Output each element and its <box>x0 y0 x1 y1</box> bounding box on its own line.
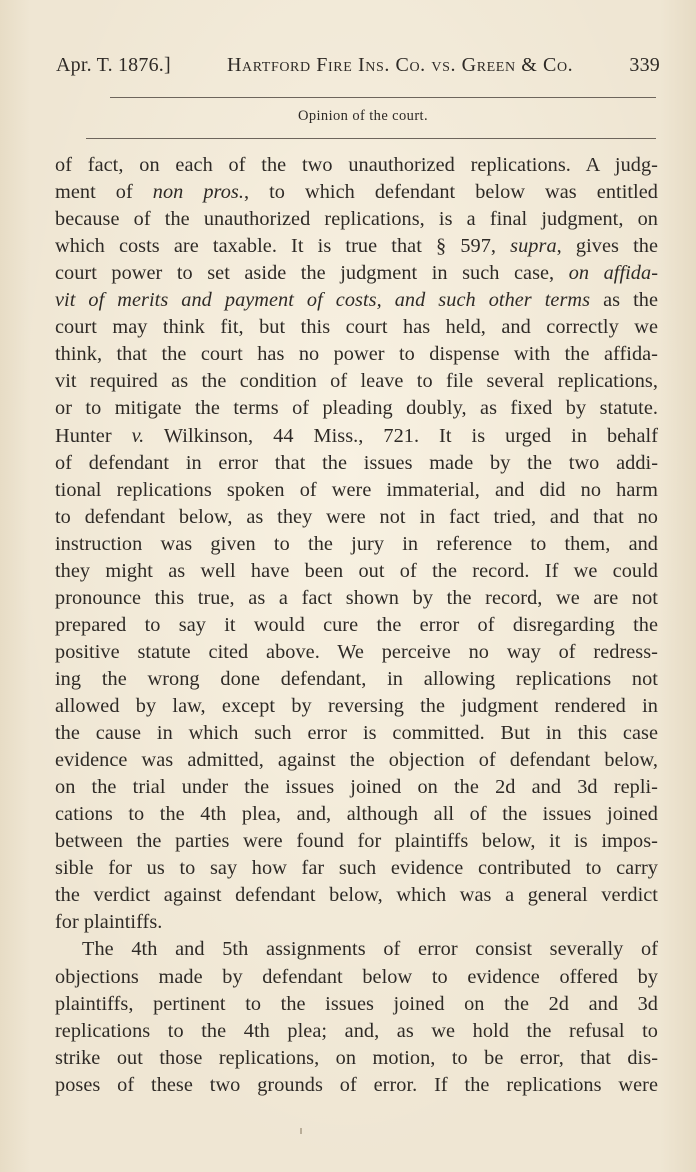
text-segment: court may think fit, but this court has held, and correctly we <box>55 316 658 339</box>
text-segment: between the parties were found for plaintiffs below, it is impos- <box>55 830 658 853</box>
text-line <box>55 206 658 233</box>
text-line <box>55 612 658 639</box>
text-segment: the cause in which such error is committed. But in this case <box>55 722 658 745</box>
text-line <box>55 395 658 422</box>
text-line <box>55 882 658 909</box>
text-line <box>55 991 658 1018</box>
italic-text: non pros. <box>152 181 244 204</box>
italic-text: on affida- <box>568 262 658 285</box>
text-line <box>55 450 658 477</box>
text-segment: pronounce this true, as a fact shown by the record, we are not <box>55 586 658 609</box>
italic-text: vit of merits and payment of costs, and such other terms <box>55 289 591 312</box>
text-line <box>55 260 658 287</box>
text-segment: of defendant in error that the issues made by the two addi- <box>55 451 658 474</box>
text-line <box>55 341 658 368</box>
text-line <box>55 855 658 882</box>
text-line <box>55 287 658 314</box>
text-line <box>55 1018 658 1045</box>
text-line <box>55 693 658 720</box>
text-segment: as the <box>590 289 659 312</box>
italic-text: supra <box>510 235 557 258</box>
text-line <box>55 314 658 341</box>
italic-text: v. <box>131 424 145 447</box>
text-line <box>55 801 658 828</box>
header-rule-top <box>110 97 656 98</box>
text-segment: allowed by law, except by reversing the judgment rendered in <box>55 695 658 717</box>
text-line <box>55 368 658 395</box>
header-rule-bottom <box>86 138 656 139</box>
text-line <box>55 1045 658 1072</box>
text-line <box>55 477 658 504</box>
text-segment: strike out those replications, on motion, to be error, that dis- <box>55 1046 658 1069</box>
text-segment: evidence was admitted, against the objection of defendant below, <box>55 749 658 772</box>
text-segment: the verdict against defendant below, which was a general verdict <box>55 884 658 907</box>
case-title: Hartford Fire Ins. Co. vs. Green & Co. <box>226 54 574 76</box>
text-line <box>55 531 658 558</box>
text-segment: instruction was given to the jury in reference to them, and <box>55 532 658 555</box>
text-segment: replications to the 4th plea; and, as we hold the refusal to <box>55 1019 658 1042</box>
text-line <box>55 720 658 747</box>
text-line <box>55 585 658 612</box>
text-line <box>55 909 658 936</box>
text-line <box>55 828 658 855</box>
term-label: Apr. T. 1876.] <box>56 54 171 76</box>
text-line <box>55 774 658 801</box>
text-segment: poses of these two grounds of error. If the replications were <box>55 1073 658 1096</box>
section-subheading: Opinion of the court. <box>297 108 428 124</box>
text-line <box>55 152 658 179</box>
running-head <box>56 54 660 77</box>
text-segment: , gives the <box>556 235 658 258</box>
text-segment: for plaintiffs. <box>55 911 163 934</box>
text-line <box>55 666 658 693</box>
text-line <box>55 558 658 585</box>
text-line <box>55 423 658 450</box>
text-segment: The 4th and 5th assignments of error consist severally of <box>82 938 658 961</box>
page-number: 339 <box>629 54 660 76</box>
page-mark <box>300 1128 302 1134</box>
text-segment: or to mitigate the terms of pleading doubly, as fixed by statute. <box>55 397 658 420</box>
text-line <box>55 964 658 991</box>
text-line <box>55 747 658 774</box>
text-segment: on the trial under the issues joined on the 2d and 3d repli- <box>55 776 658 799</box>
text-segment: prepared to say it would cure the error of disregarding the <box>55 613 658 636</box>
text-segment: because of the unauthorized replications, is a final judgment, on <box>55 208 658 231</box>
text-segment: cations to the 4th plea, and, although all of the issues joined <box>55 803 658 826</box>
text-segment: vit required as the condition of leave to file several replications, <box>55 370 658 393</box>
text-segment: ing the wrong done defendant, in allowing replications not <box>55 667 658 690</box>
text-line <box>82 936 658 963</box>
text-line <box>55 179 658 206</box>
text-segment: which costs are taxable. It is true that § 597, <box>55 235 511 258</box>
text-segment: positive statute cited above. We perceive no way of redress- <box>55 640 658 663</box>
text-segment: they might as well have been out of the record. If we could <box>55 559 658 582</box>
text-segment: , to which defendant below was entitled <box>243 181 658 204</box>
text-segment: Wilkinson, 44 Miss., 721. It is urged in behalf <box>144 424 658 447</box>
text-segment: of fact, on each of the two unauthorized replications. A judg- <box>55 154 658 176</box>
text-segment: objections made by defendant below to evidence offered by <box>55 965 658 988</box>
text-segment: think, that the court has no power to dispense with the affida- <box>55 343 658 366</box>
text-segment: to defendant below, as they were not in fact tried, and that no <box>55 505 658 528</box>
text-line <box>55 233 658 260</box>
text-segment: court power to set aside the judgment in such case, <box>55 262 569 285</box>
text-segment: sible for us to say how far such evidence contributed to carry <box>55 857 658 880</box>
text-line <box>55 1072 658 1099</box>
text-line <box>55 639 658 666</box>
text-segment: plaintiffs, pertinent to the issues joined on the 2d and 3d <box>55 992 658 1015</box>
text-segment: Hunter <box>55 424 132 447</box>
text-segment: tional replications spoken of were immaterial, and did no harm <box>55 478 658 501</box>
text-line <box>55 504 658 531</box>
text-segment: ment of <box>55 181 153 204</box>
